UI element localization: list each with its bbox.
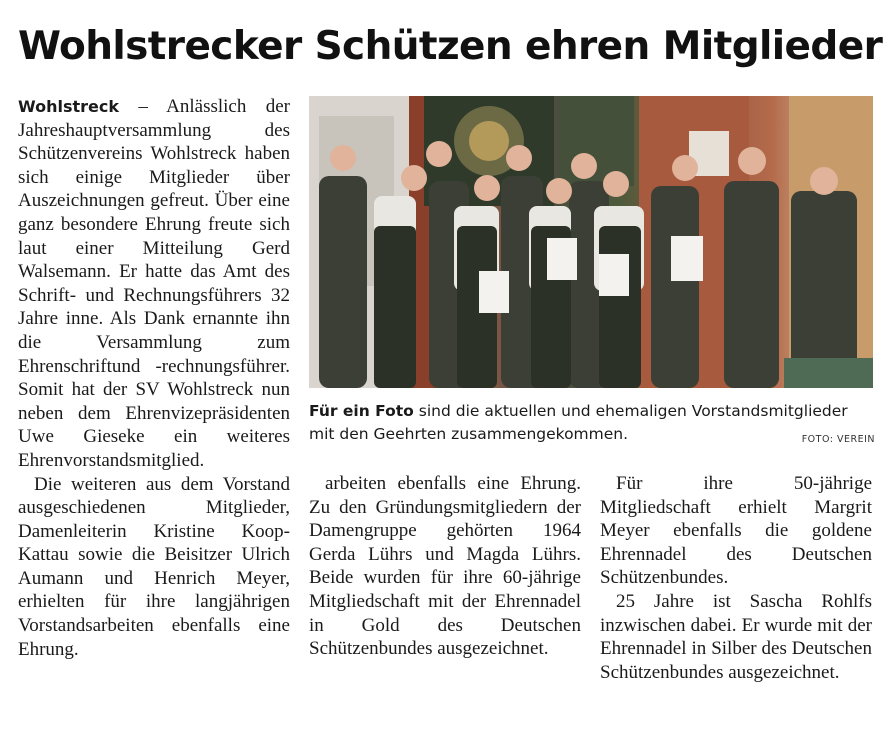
caption-text: sind die aktuellen und ehemaligen Vorstandsmitglieder mit den Geehrten zusammengekommen. (309, 402, 848, 443)
article-paragraph: Die weiteren aus dem Vorstand ausgeschiedenen Mitglieder, Damenleiterin Kristine Koop-Kattau sowie die Beisitzer Ulrich Aumann und Henrich Meyer, erhielten für ihre langjährigen Vorstandsarbeiten ebenfalls eine Ehrung. (18, 473, 290, 660)
photo-caption (309, 400, 875, 451)
article-paragraph: 25 Jahre ist Sascha Rohlfs inzwischen dabei. Er wurde mit der Ehrennadel in Silber des Deutschen Schützenbundes ausgezeichnet. (600, 590, 872, 683)
caption-lead: Für ein Foto (309, 402, 414, 420)
article-paragraph (18, 95, 290, 473)
group-photo (309, 96, 873, 388)
article-text: – Anlässlich der Jahreshauptversammlung des Schützenvereins Wohlstreck haben sich einige Mitglieder über Auszeichnungen gefreut. Über eine ganz besondere Ehrung freute sich laut einer Mitteilung Gerd Walsemann. Er hatte das Amt des Schrift- und Rechnungsführers 32 Jahre inne. Als Dank ernannte ihn die Versammlung zum Ehrenschriftund -rechnungsführer. Somit hat der SV Wohlstreck nun neben dem Ehrenvizepräsidenten Uwe Gieseke ein weiteres Ehrenvorstandsmitglied. (18, 96, 290, 471)
article-paragraph: arbeiten ebenfalls eine Ehrung. Zu den Gründungsmitgliedern der Damengruppe gehörten 1964 Gerda Lührs und Magda Lührs. Beide wurden für ihre 60-jährige Mitgliedschaft mit der Ehrennadel in Gold des Deutschen Schützenbundes ausgezeichnet. (309, 473, 581, 660)
headline: Wohlstrecker Schützen ehren Mitglieder (18, 24, 883, 69)
group-photo-illustration (309, 96, 873, 388)
article-column-left (18, 95, 290, 661)
article-column-middle (309, 472, 581, 661)
dateline: Wohlstreck (18, 97, 119, 116)
article-paragraph: Für ihre 50-jährige Mitgliedschaft erhielt Margrit Meyer ebenfalls die goldene Ehrennadel des Deutschen Schützenbundes. (600, 473, 872, 589)
photo-credit: FOTO: VEREIN (801, 434, 875, 445)
article-column-right (600, 472, 872, 684)
